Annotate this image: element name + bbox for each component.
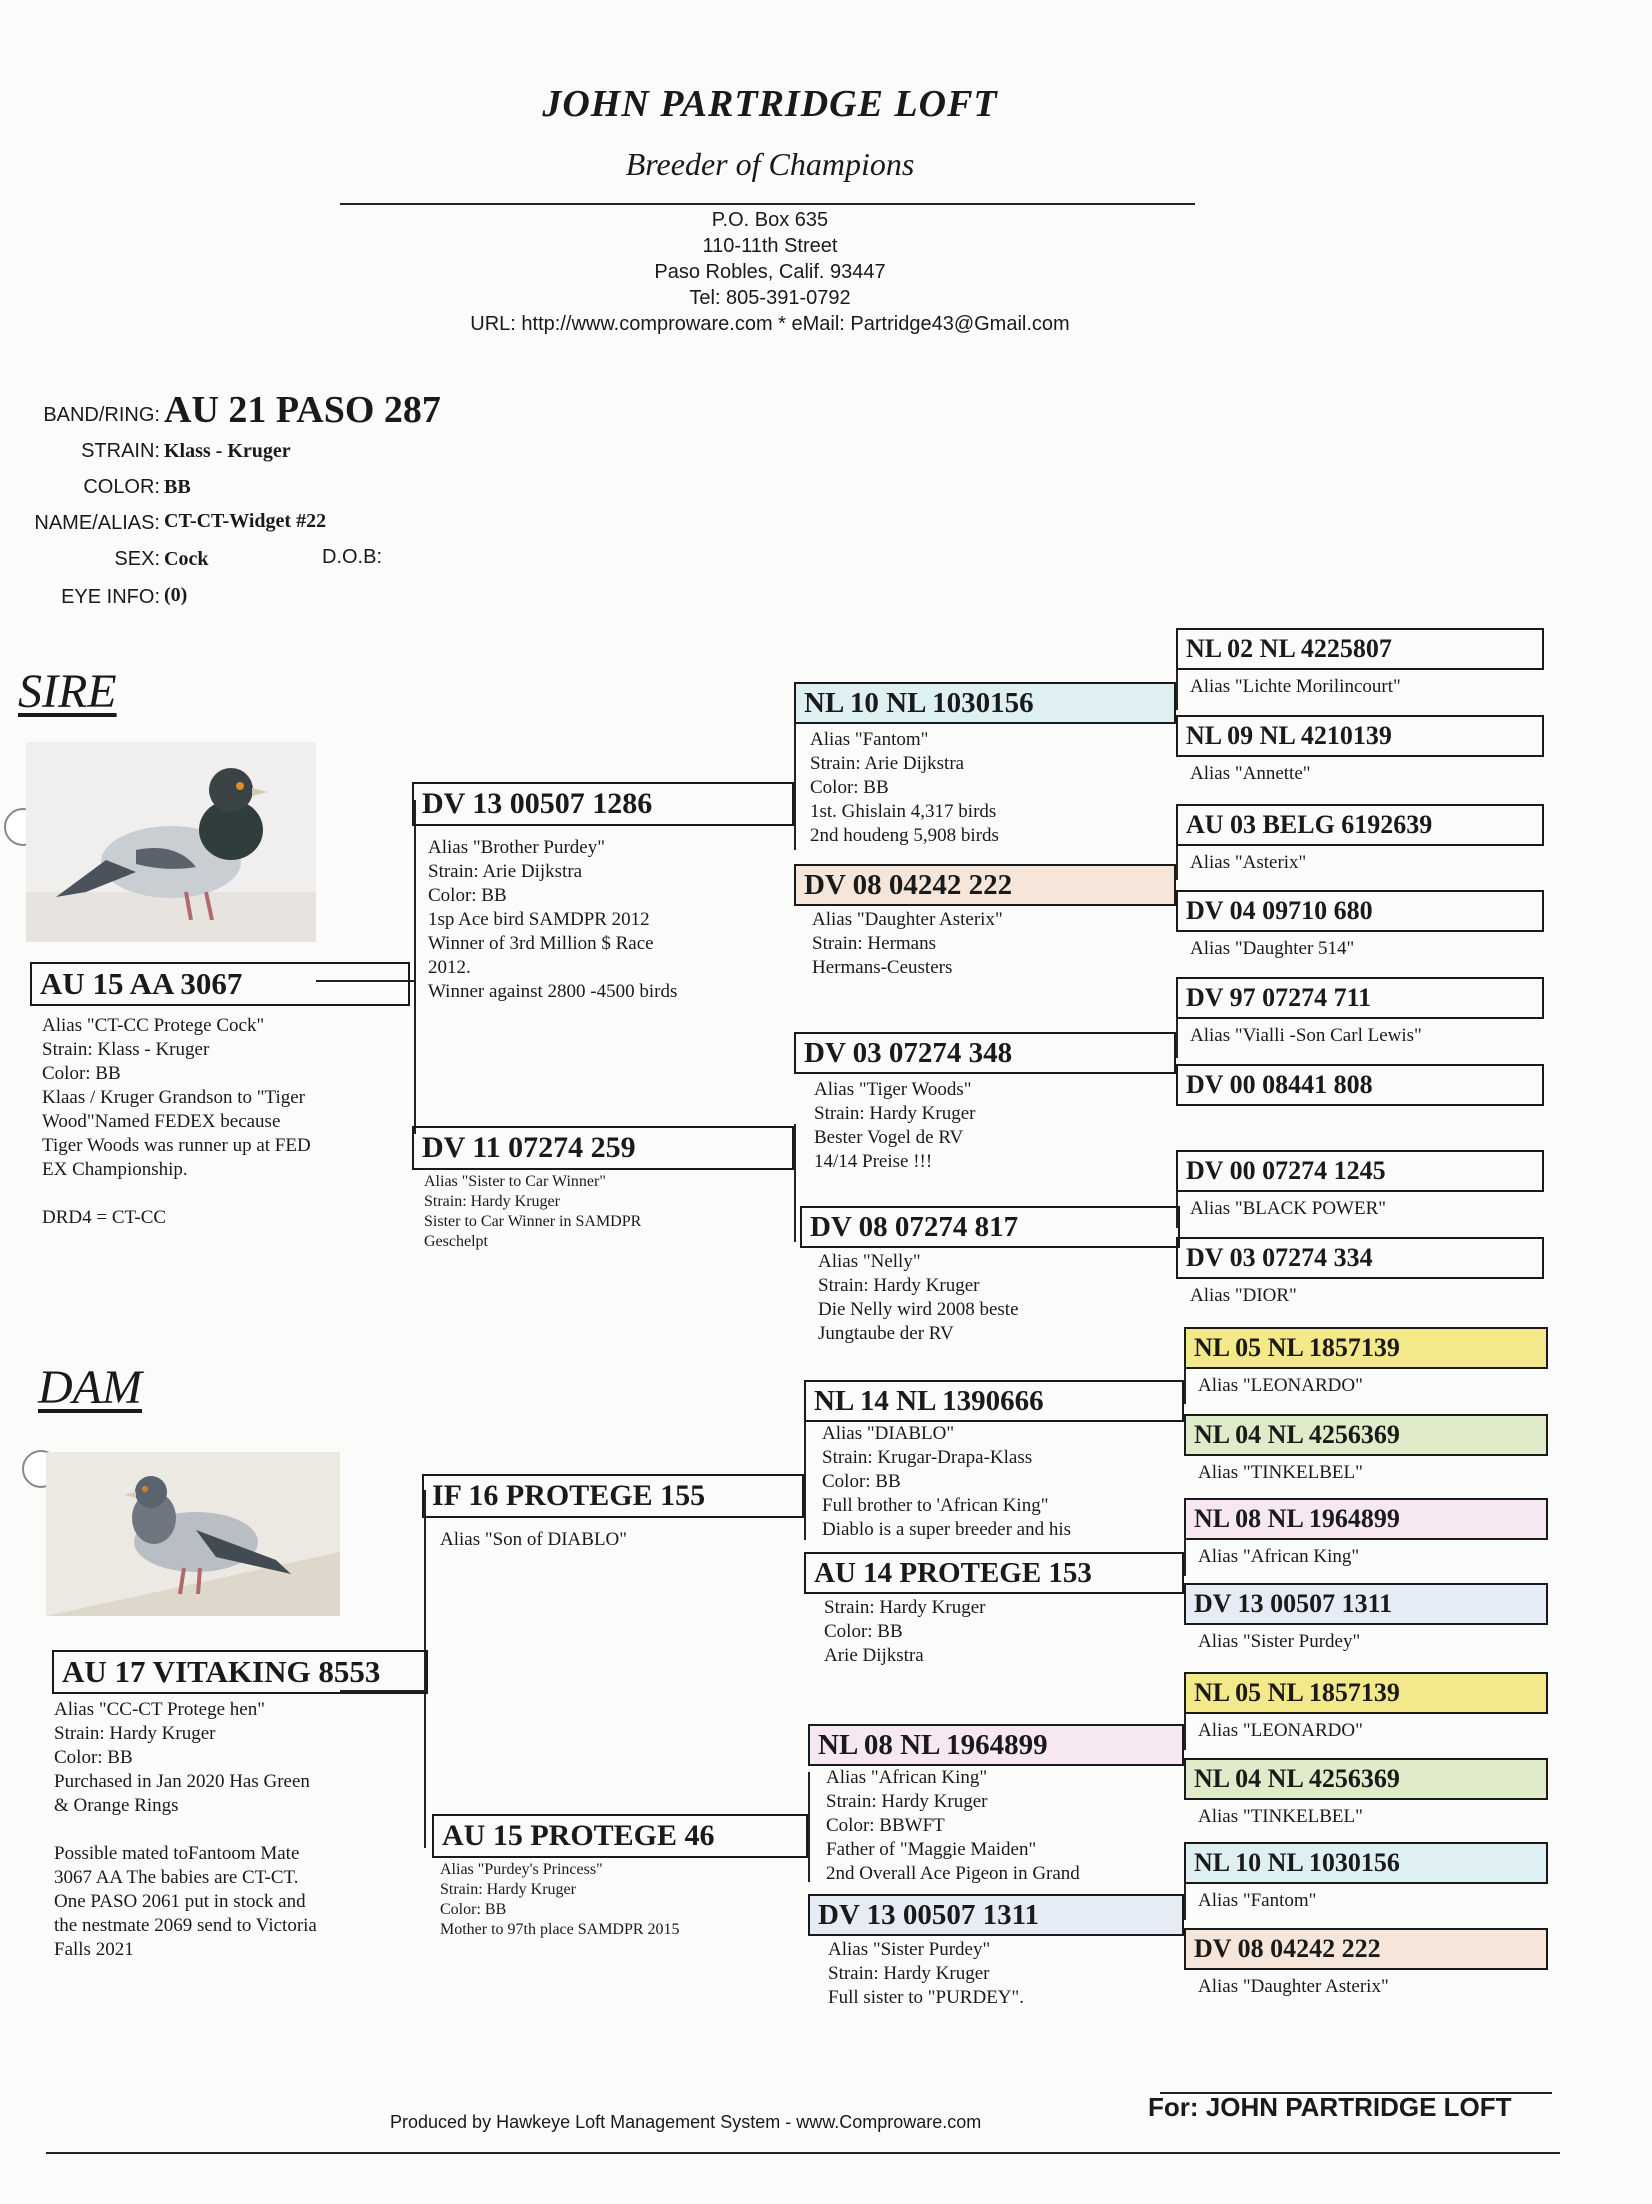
band-label: BAND/RING: [43, 404, 160, 426]
gen2-band-box: AU 15 PROTEGE 46 [432, 1814, 808, 1858]
footer-rule [1160, 2092, 1552, 2094]
gen4-alias: Alias "Asterix" [1190, 852, 1307, 873]
gen3-info [824, 1596, 985, 1668]
gen3-info [814, 1078, 975, 1174]
dam-section-label: DAM [38, 1361, 142, 1414]
info-line [54, 1818, 317, 1842]
info-line: DRD4 = CT-CC [42, 1207, 167, 1228]
info-line: Possible mated toFantoom Mate [54, 1843, 300, 1864]
info-line: Color: BB [824, 1621, 903, 1642]
info-line: Bester Vogel de RV [814, 1127, 964, 1148]
gen2-info [440, 1528, 627, 1552]
gen4-band-box: DV 00 07274 1245 [1176, 1150, 1544, 1192]
address-line: 110-11th Street [702, 235, 838, 257]
info-line: Strain: Krugar-Drapa-Klass [822, 1447, 1033, 1468]
info-line: Diablo is a super breeder and his [822, 1519, 1072, 1540]
gen4-band-box: AU 03 BELG 6192639 [1176, 804, 1544, 846]
info-line: Father of "Maggie Maiden" [826, 1839, 1037, 1860]
info-line: Strain: Hardy Kruger [424, 1193, 560, 1210]
connector [808, 1772, 810, 1882]
info-line: EX Championship. [42, 1159, 188, 1180]
gen4-band-box: DV 08 04242 222 [1184, 1928, 1548, 1970]
info-line: Full sister to "PURDEY". [828, 1987, 1025, 2008]
sex-label: SEX: [114, 548, 160, 570]
dam-info [54, 1698, 317, 1962]
bird-info [0, 388, 640, 618]
gen4-band-box: DV 97 07274 711 [1176, 977, 1544, 1019]
page-title: JOHN PARTRIDGE LOFT [542, 83, 998, 125]
sex-value: Cock [164, 548, 209, 570]
eye-value: (0) [164, 584, 188, 606]
gen3-band-box: DV 08 04242 222 [794, 864, 1176, 906]
sire-photo [26, 742, 316, 942]
dam-photo [46, 1452, 340, 1616]
gen4-alias: Alias "LEONARDO" [1198, 1720, 1363, 1741]
info-line: Jungtaube der RV [818, 1323, 954, 1344]
sire-band-box: AU 15 AA 3067 [30, 962, 410, 1006]
info-line: 3067 AA The babies are CT-CT. [54, 1867, 299, 1888]
info-line: Alias "Brother Purdey" [428, 837, 605, 858]
gen3-band-box: NL 08 NL 1964899 [808, 1724, 1184, 1766]
info-line: the nestmate 2069 send to Victoria [54, 1915, 317, 1936]
gen3-info [828, 1938, 1024, 2010]
info-line: Alias "Tiger Woods" [814, 1079, 972, 1100]
gen4-band-box: NL 10 NL 1030156 [1184, 1842, 1548, 1884]
gen4-band-box: NL 09 NL 4210139 [1176, 715, 1544, 757]
address-line: URL: http://www.comproware.com * eMail: Partridge43@Gmail.com [470, 313, 1070, 335]
sire-section-label: SIRE [18, 665, 117, 718]
gen2-info [428, 836, 677, 1004]
gen3-info [810, 728, 999, 848]
gen3-band-box: DV 13 00507 1311 [808, 1894, 1184, 1936]
info-line: One PASO 2061 put in stock and [54, 1891, 306, 1912]
gen3-info [818, 1250, 1019, 1346]
info-line: Strain: Hardy Kruger [824, 1597, 986, 1618]
gen3-band-box: DV 08 07274 817 [800, 1206, 1180, 1248]
gen3-band-box: NL 14 NL 1390666 [804, 1380, 1184, 1422]
info-line: Alias "African King" [826, 1767, 988, 1788]
connector [794, 702, 796, 850]
gen4-band-box: NL 02 NL 4225807 [1176, 628, 1544, 670]
gen4-alias: Alias "Daughter 514" [1190, 938, 1355, 959]
color-value: BB [164, 476, 191, 498]
gen4-alias: Alias "Sister Purdey" [1198, 1631, 1361, 1652]
info-line: Alias "Son of DIABLO" [440, 1529, 628, 1550]
info-line: & Orange Rings [54, 1795, 179, 1816]
gen2-info [440, 1860, 680, 1940]
gen4-band-box: NL 05 NL 1857139 [1184, 1672, 1548, 1714]
info-line: Arie Dijkstra [824, 1645, 924, 1666]
address-line: Tel: 805-391-0792 [689, 287, 851, 309]
connector [804, 1420, 806, 1540]
gen3-band-box: AU 14 PROTEGE 153 [804, 1552, 1184, 1594]
info-line: Winner of 3rd Million $ Race [428, 933, 654, 954]
info-line: Mother to 97th place SAMDPR 2015 [440, 1921, 680, 1938]
gen4-alias: Alias "TINKELBEL" [1198, 1462, 1363, 1483]
gen4-band-box: NL 04 NL 4256369 [1184, 1414, 1548, 1456]
connector [414, 800, 416, 1134]
band-number: AU 21 PASO 287 [164, 389, 441, 431]
footer-produced-by: Produced by Hawkeye Loft Management System - www.Comproware.com [390, 2112, 982, 2132]
info-line: Strain: Hardy Kruger [54, 1723, 216, 1744]
info-line: Strain: Klass - Kruger [42, 1039, 210, 1060]
sire-info [42, 1014, 311, 1230]
name-value: CT-CT-Widget #22 [164, 510, 327, 532]
gen4-band-box: DV 04 09710 680 [1176, 890, 1544, 932]
gen4-alias: Alias "Lichte Morilincourt" [1190, 676, 1401, 697]
info-line: Purchased in Jan 2020 Has Green [54, 1771, 310, 1792]
gen4-band-box: NL 05 NL 1857139 [1184, 1327, 1548, 1369]
gen4-band-box: DV 00 08441 808 [1176, 1064, 1544, 1106]
info-line: Die Nelly wird 2008 beste [818, 1299, 1019, 1320]
gen2-band-box: DV 11 07274 259 [412, 1126, 794, 1170]
info-line: Alias "Nelly" [818, 1251, 921, 1272]
info-line: Strain: Arie Dijkstra [428, 861, 583, 882]
gen4-alias: Alias "Daughter Asterix" [1198, 1976, 1389, 1997]
footer-for: For: JOHN PARTRIDGE LOFT [1148, 2092, 1512, 2122]
info-line: Alias "Sister Purdey" [828, 1939, 991, 1960]
info-line: Strain: Hardy Kruger [814, 1103, 976, 1124]
info-line: Alias "Purdey's Princess" [440, 1861, 603, 1878]
eye-label: EYE INFO: [61, 586, 160, 608]
info-line: Strain: Hardy Kruger [826, 1791, 988, 1812]
gen4-alias: Alias "African King" [1198, 1546, 1360, 1567]
info-line: Color: BB [810, 777, 889, 798]
gen4-alias: Alias "TINKELBEL" [1198, 1806, 1363, 1827]
gen4-band-box: NL 08 NL 1964899 [1184, 1498, 1548, 1540]
info-line: Color: BB [54, 1747, 133, 1768]
gen4-band-box: DV 13 00507 1311 [1184, 1583, 1548, 1625]
info-line: Alias "Daughter Asterix" [812, 909, 1003, 930]
strain-value: Klass - Kruger [164, 440, 291, 462]
info-line: Color: BB [428, 885, 507, 906]
info-line: Alias "Sister to Car Winner" [424, 1173, 606, 1190]
info-line: Strain: Arie Dijkstra [810, 753, 965, 774]
info-line: Strain: Hardy Kruger [440, 1881, 576, 1898]
gen4-alias: Alias "Vialli -Son Carl Lewis" [1190, 1025, 1422, 1046]
page-subtitle: Breeder of Champions [625, 146, 915, 182]
footer-rule [46, 2152, 1560, 2154]
info-line: Alias "Fantom" [810, 729, 929, 750]
info-line: Strain: Hardy Kruger [828, 1963, 990, 1984]
header-divider [340, 203, 1195, 205]
info-line: Alias "DIABLO" [822, 1423, 955, 1444]
info-line [42, 1182, 311, 1206]
info-line: Color: BB [42, 1063, 121, 1084]
gen4-alias: Alias "Fantom" [1198, 1890, 1317, 1911]
info-line: 1st. Ghislain 4,317 birds [810, 801, 997, 822]
info-line: Sister to Car Winner in SAMDPR [424, 1213, 642, 1230]
gen3-info [812, 908, 1003, 980]
info-line: 2nd houdeng 5,908 birds [810, 825, 999, 846]
gen2-band-box: IF 16 PROTEGE 155 [422, 1474, 804, 1518]
connector [794, 1124, 796, 1242]
info-line: Tiger Woods was runner up at FED [42, 1135, 311, 1156]
name-label: NAME/ALIAS: [34, 512, 160, 534]
info-line: Strain: Hardy Kruger [818, 1275, 980, 1296]
gen3-info [822, 1422, 1071, 1542]
info-line: 1sp Ace bird SAMDPR 2012 [428, 909, 650, 930]
gen3-info [826, 1766, 1080, 1886]
gen4-alias: Alias "LEONARDO" [1198, 1375, 1363, 1396]
info-line: Hermans-Ceusters [812, 957, 953, 978]
info-line: Winner against 2800 -4500 birds [428, 981, 678, 1002]
gen2-info [424, 1172, 641, 1252]
gen4-band-box: DV 03 07274 334 [1176, 1237, 1544, 1279]
address-line: Paso Robles, Calif. 93447 [654, 261, 886, 283]
info-line: 2nd Overall Ace Pigeon in Grand [826, 1863, 1080, 1884]
gen3-band-box: DV 03 07274 348 [794, 1032, 1176, 1074]
strain-label: STRAIN: [81, 440, 160, 462]
gen3-band-box: NL 10 NL 1030156 [794, 682, 1176, 724]
info-line: Wood"Named FEDEX because [42, 1111, 281, 1132]
color-label: COLOR: [83, 476, 160, 498]
gen4-alias: Alias "Annette" [1190, 763, 1311, 784]
dob-label: D.O.B: [322, 546, 383, 568]
info-line: Klaas / Kruger Grandson to "Tiger [42, 1087, 305, 1108]
address-line: P.O. Box 635 [711, 209, 829, 231]
info-line: Alias "CC-CT Protege hen" [54, 1699, 265, 1720]
contact-address [0, 207, 1540, 337]
info-line: Color: BBWFT [826, 1815, 945, 1836]
info-line: 2012. [428, 957, 471, 978]
dam-band-box: AU 17 VITAKING 8553 [52, 1650, 428, 1694]
info-line: Alias "CT-CC Protege Cock" [42, 1015, 265, 1036]
info-line: 14/14 Preise !!! [814, 1151, 933, 1172]
gen4-alias: Alias "DIOR" [1190, 1285, 1297, 1306]
info-line: Full brother to 'African King" [822, 1495, 1049, 1516]
info-line: Strain: Hermans [812, 933, 937, 954]
info-line: Color: BB [822, 1471, 901, 1492]
info-line: Falls 2021 [54, 1939, 134, 1960]
gen4-alias: Alias "BLACK POWER" [1190, 1198, 1387, 1219]
info-line: Geschelpt [424, 1233, 488, 1250]
info-line: Color: BB [440, 1901, 507, 1918]
gen4-band-box: NL 04 NL 4256369 [1184, 1758, 1548, 1800]
gen2-band-box: DV 13 00507 1286 [412, 782, 794, 826]
